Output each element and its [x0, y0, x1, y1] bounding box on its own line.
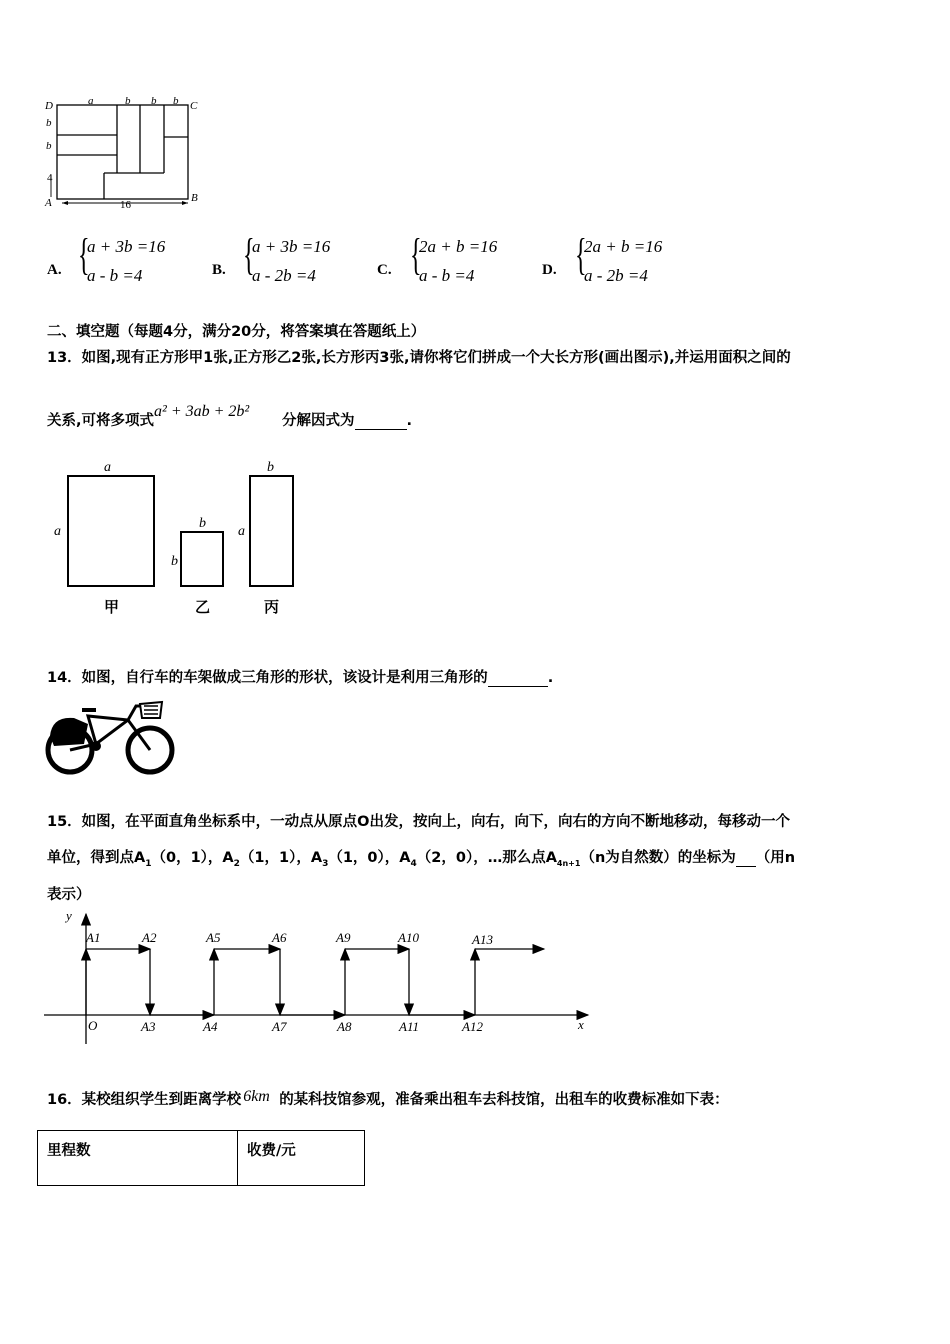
q15-sub5: 4n+1: [556, 858, 581, 868]
q16-text-post: 的某科技馆参观，准备乘出租车去科技馆，出租车的收费标准如下表：: [279, 1092, 729, 1108]
point-label-a12: A12: [462, 1019, 483, 1034]
option-b-letter[interactable]: B.: [212, 262, 226, 278]
q13-line2: [47, 403, 413, 430]
q15-answer-blank[interactable]: [736, 850, 756, 867]
fig-label-b-side: b: [171, 554, 178, 569]
point-label-a6: A6: [272, 930, 287, 945]
q15-text-p5: （n为自然数）的坐标为: [580, 850, 736, 866]
q13-polynomial: a² + 3ab + 2b²: [154, 403, 250, 420]
fee-table: [37, 1130, 365, 1186]
q13-line2-post: 分解因式为: [282, 413, 355, 429]
q13-answer-blank[interactable]: [355, 413, 407, 430]
q15-text-p3: （1，0），A: [328, 850, 411, 866]
fig-label-a-corner: A: [45, 197, 52, 209]
point-label-a8: A8: [337, 1019, 352, 1034]
q15-coordinate-graph: [44, 908, 596, 1054]
q15-line2: [47, 846, 795, 869]
option-d-letter[interactable]: D.: [542, 262, 557, 278]
fig-label-b-top: b: [199, 516, 206, 531]
q15-line1: 15．如图，在平面直角坐标系中，一动点从原点O出发，按向上，向右，向下，向右的方向不断地移动，每移动一个: [47, 814, 791, 830]
q15-text-p1: （0，1），A: [151, 850, 234, 866]
q14-text: [47, 666, 553, 687]
q13-line1: 13．如图,现有正方形甲1张,正方形乙2张,长方形丙3张,请你将它们拼成一个大长方形(画出图示),并运用面积之间的: [47, 350, 791, 366]
point-label-a10: A10: [398, 930, 419, 945]
fig-label-yi: 乙: [195, 600, 211, 616]
option-a-eq2: a - b =4: [87, 266, 143, 285]
point-label-a2: A2: [142, 930, 157, 945]
fig-label-4: 4: [47, 172, 53, 184]
option-a-letter[interactable]: A.: [47, 262, 62, 278]
option-d-eq2: a - 2b =4: [584, 266, 648, 285]
fig-label-b-left1: b: [46, 117, 52, 129]
q14-question: 14．如图，自行车的车架做成三角形的形状，该设计是利用三角形的: [47, 670, 488, 686]
point-label-a1: A1: [86, 930, 101, 945]
option-a-eq1: a + 3b =16: [87, 237, 166, 256]
q15-line3: 表示）: [47, 887, 91, 903]
axis-label-x: x: [578, 1017, 584, 1032]
point-label-a11: A11: [399, 1019, 419, 1034]
square-yi: [181, 532, 223, 586]
square-jia: [68, 476, 154, 586]
q13-end: .: [406, 413, 413, 429]
fig-label-b1: b: [125, 95, 131, 107]
bicycle-icon: [44, 696, 180, 778]
option-b-eq1: a + 3b =16: [252, 237, 331, 256]
fee-table-col2: 收费/元: [238, 1131, 365, 1186]
q16-text: [47, 1088, 729, 1109]
q14-end: .: [547, 670, 554, 686]
q14-answer-blank[interactable]: [488, 670, 548, 687]
q12-rectangle-figure: [40, 95, 210, 215]
fig-label-d: D: [45, 100, 53, 112]
option-c-eq2: a - b =4: [419, 266, 475, 285]
point-label-a5: A5: [206, 930, 221, 945]
q15-sub3: 3: [322, 858, 329, 869]
q15-sub1: 1: [145, 858, 152, 869]
option-b-eq2: a - 2b =4: [252, 266, 316, 285]
point-label-a7: A7: [272, 1019, 287, 1034]
q16-distance: 6km: [243, 1088, 270, 1105]
point-label-a3: A3: [141, 1019, 156, 1034]
q15-text-p4: （2，0），…那么点A: [416, 850, 557, 866]
point-label-a13: A13: [472, 932, 493, 947]
point-label-a9: A9: [336, 930, 351, 945]
table-row: [38, 1131, 365, 1186]
brace-icon: {: [575, 230, 587, 279]
fig-label-a: a: [88, 95, 94, 107]
q15-sub2: 2: [233, 858, 240, 869]
q16-text-pre: 16．某校组织学生到距离学校: [47, 1092, 242, 1108]
brace-icon: {: [410, 230, 422, 279]
fig-label-b-corner: B: [191, 192, 198, 204]
q15-text-a: 单位，得到点A: [47, 850, 146, 866]
q13-shapes-figure: [50, 455, 310, 620]
fig-label-bing: 丙: [264, 600, 280, 616]
fig-label-a-side: a: [54, 524, 61, 539]
section-title: 二、填空题（每题4分，满分20分，将答案填在答题纸上）: [47, 324, 426, 340]
q15-sub4: 4: [410, 858, 417, 869]
fig-label-b-bing: b: [267, 460, 274, 475]
rect-bing: [250, 476, 293, 586]
point-label-a4: A4: [203, 1019, 218, 1034]
option-c-letter[interactable]: C.: [377, 262, 392, 278]
brace-icon: {: [243, 230, 255, 279]
fig-label-b3: b: [173, 95, 179, 107]
fig-label-a-bing: a: [238, 524, 245, 539]
q15-text-p6: （用n: [755, 850, 796, 866]
fig-label-b-left2: b: [46, 140, 52, 152]
fig-label-16: 16: [120, 199, 131, 211]
fig-label-b2: b: [151, 95, 157, 107]
origin-label: O: [88, 1018, 98, 1033]
axis-label-y: y: [66, 908, 72, 923]
option-d-eq1: 2a + b =16: [584, 237, 663, 256]
brace-icon: {: [78, 230, 90, 279]
q15-text-p2: （1，1），A: [239, 850, 323, 866]
q13-line2-pre: 关系,可将多项式: [47, 413, 155, 429]
fig-label-jia: 甲: [104, 600, 120, 616]
fig-label-c: C: [190, 100, 198, 112]
fee-table-col1: 里程数: [38, 1131, 238, 1186]
fig-label-a-top: a: [104, 460, 111, 475]
option-c-eq1: 2a + b =16: [419, 237, 498, 256]
